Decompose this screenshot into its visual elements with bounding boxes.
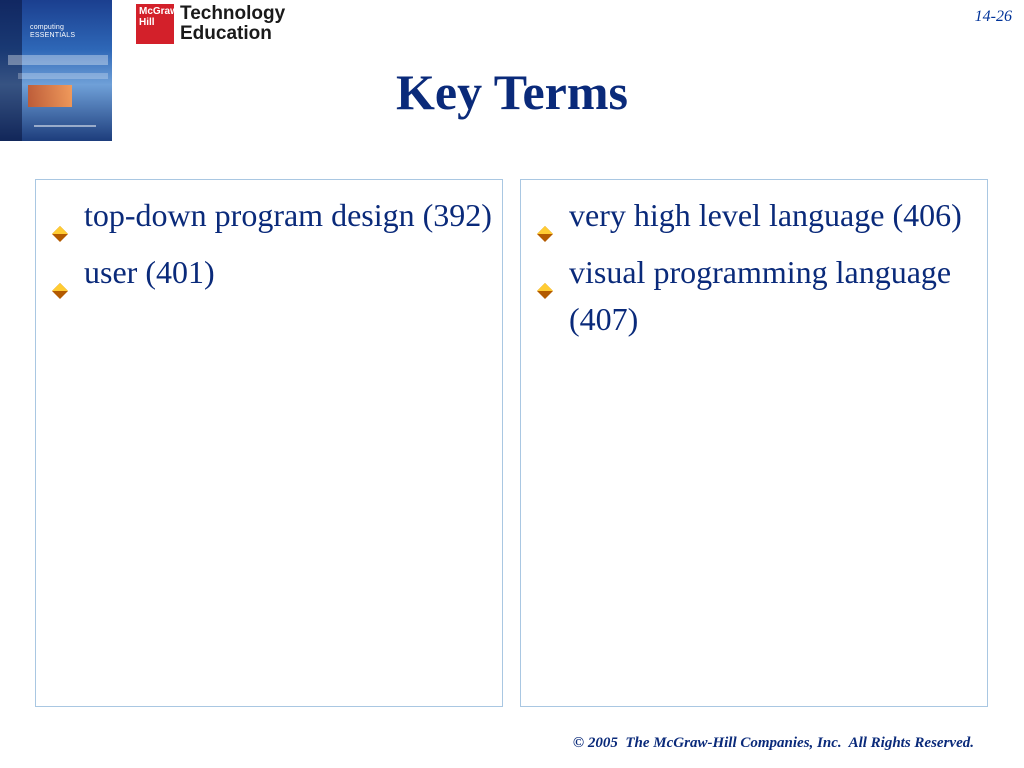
list-item-label: visual programming language (407)	[569, 254, 952, 337]
right-term-list	[535, 192, 977, 343]
left-column	[35, 179, 503, 707]
diamond-bullet-icon	[52, 265, 68, 281]
diamond-bullet-icon	[537, 265, 553, 281]
diamond-bullet-icon	[52, 208, 68, 224]
left-term-list	[50, 192, 492, 296]
list-item	[50, 249, 492, 296]
list-item	[50, 192, 492, 239]
copyright-footer: © 2005 The McGraw-Hill Companies, Inc. All Rights Reserved.	[572, 735, 974, 751]
mcgraw-hill-logo-mark: McGraw Hill	[136, 4, 174, 44]
right-column	[520, 179, 988, 707]
publisher-logo	[136, 4, 296, 44]
list-item-label: user (401)	[84, 254, 215, 290]
diamond-bullet-icon	[537, 208, 553, 224]
list-item-label: top-down program design (392)	[84, 197, 492, 233]
list-item-label: very high level language (406)	[569, 197, 962, 233]
cover-line	[34, 125, 96, 127]
list-item	[535, 249, 977, 343]
slide-number: 14-26	[974, 8, 1012, 25]
slide-title: Key Terms	[396, 64, 628, 120]
list-item	[535, 192, 977, 239]
book-cover-title: computing ESSENTIALS	[30, 24, 76, 39]
technology-education-logo-text: Technology Education	[180, 3, 286, 44]
